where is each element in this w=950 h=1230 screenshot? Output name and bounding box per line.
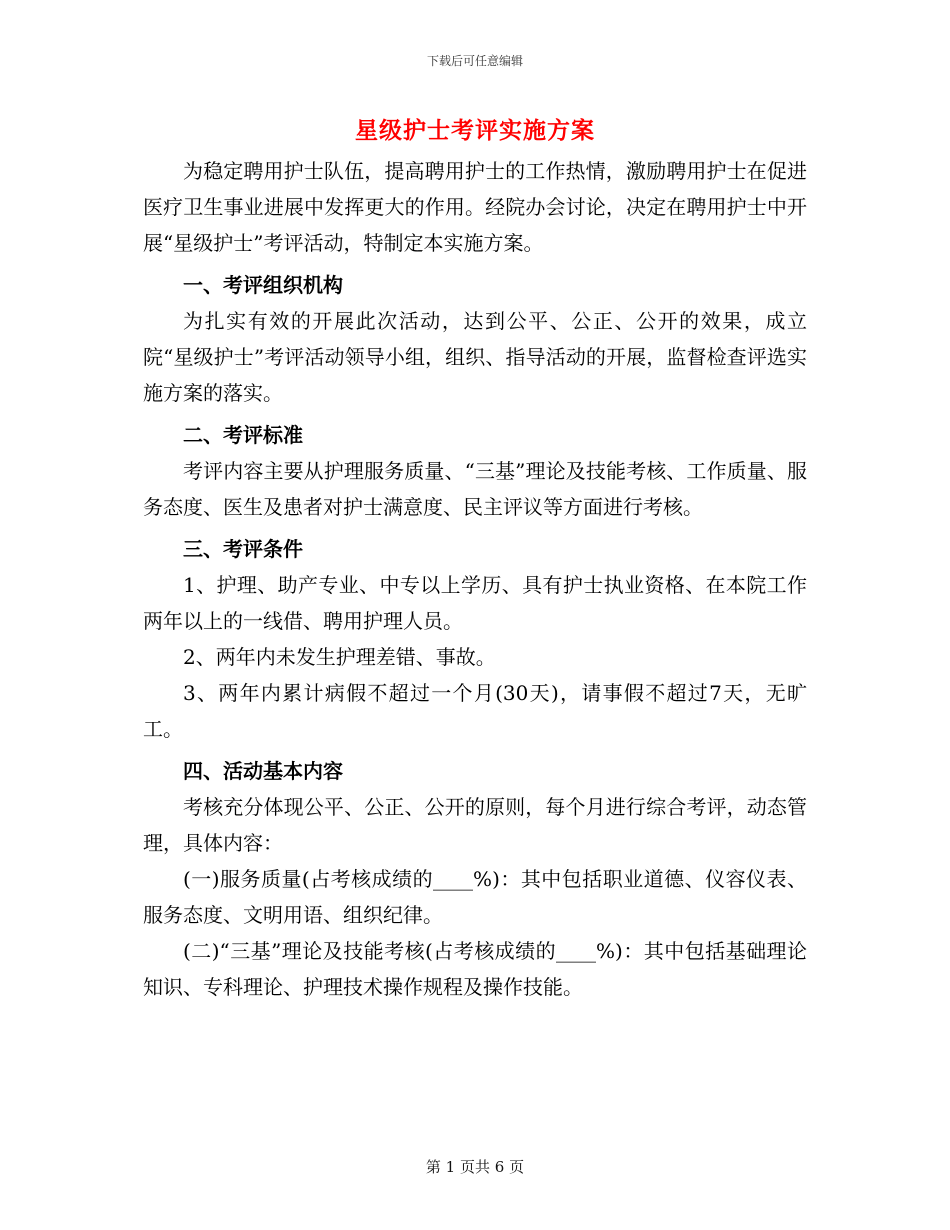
section2-paragraph: 考评内容主要从护理服务质量、“三基”理论及技能考核、工作质量、服务态度、医生及患者对护士满意度、民主评议等方面进行考核。 <box>143 459 807 519</box>
document-title: 星级护士考评实施方案 <box>355 117 595 144</box>
document-body <box>143 153 807 1005</box>
section3-item-3: 3、两年内累计病假不超过一个月(30天)，请事假不超过7天，无旷工。 <box>143 681 807 741</box>
section3-item-1: 1、护理、助产专业、中专以上学历、具有护士执业资格、在本院工作两年以上的一线借、聘用护理人员。 <box>143 573 807 633</box>
section4-heading: 四、活动基本内容 <box>183 759 343 783</box>
section1-paragraph: 为扎实有效的开展此次活动，达到公平、公正、公开的效果，成立院“星级护士”考评活动领导小组，组织、指导活动的开展，监督检查评选实施方案的落实。 <box>143 309 807 405</box>
section3-item-2: 2、两年内未发生护理差错、事故。 <box>183 645 496 669</box>
page-footer: 第 1 页共 6 页 <box>425 1158 525 1176</box>
section2-heading: 二、考评标准 <box>183 423 303 447</box>
header-note: 下载后可任意编辑 <box>426 54 523 68</box>
section4-item-2: (二)“三基”理论及技能考核(占考核成绩的____%)：其中包括基础理论知识、专科理论、护理技术操作规程及操作技能。 <box>143 939 807 999</box>
section1-heading: 一、考评组织机构 <box>183 273 343 297</box>
intro-paragraph: 为稳定聘用护士队伍，提高聘用护士的工作热情，激励聘用护士在促进医疗卫生事业进展中发挥更大的作用。经院办会讨论，决定在聘用护士中开展“星级护士”考评活动，特制定本实施方案。 <box>143 159 807 255</box>
section4-item-1: (一)服务质量(占考核成绩的____%)：其中包括职业道德、仪容仪表、服务态度、文明用语、组织纪律。 <box>143 867 807 927</box>
section4-paragraph: 考核充分体现公平、公正、公开的原则，每个月进行综合考评，动态管理，具体内容： <box>143 795 807 855</box>
section3-heading: 三、考评条件 <box>183 537 303 561</box>
